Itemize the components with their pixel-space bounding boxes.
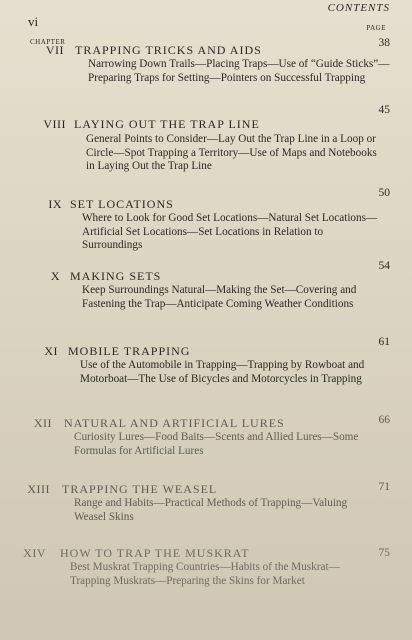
running-head: CONTENTS bbox=[327, 2, 390, 14]
chapter-description: Curiosity Lures—Food Baits—Scents and Allied Lures—Some Formulas for Artificial Lures bbox=[74, 431, 359, 457]
chapter-title: TRAPPING THE WEASEL bbox=[62, 482, 218, 496]
chapter-number: IX bbox=[48, 197, 62, 211]
chapter-title: LAYING OUT THE TRAP LINE bbox=[74, 117, 260, 131]
page-number: 71 bbox=[378, 481, 390, 493]
page-number: 66 bbox=[378, 414, 390, 426]
page-column-label: PAGE bbox=[366, 24, 386, 32]
chapter-description: Range and Habits—Practical Methods of Trapping—Valuing Weasel Skins bbox=[74, 497, 348, 523]
page-folio: vi bbox=[28, 14, 39, 29]
page-number: 38 bbox=[378, 37, 390, 49]
chapter-title: NATURAL AND ARTIFICIAL LURES bbox=[64, 416, 285, 430]
chapter-description: Use of the Automobile in Trapping—Trapping by Rowboat and Motorboat—The Use of Bicycles and Motorcycles in Trapping bbox=[80, 359, 365, 385]
page-number: 54 bbox=[378, 260, 390, 272]
chapter-description: General Points to Consider—Lay Out the Trap Line in a Loop or Circle—Spot Trapping a Territory—Use of Maps and Notebooks in Laying Out the Trap Line bbox=[86, 133, 377, 173]
page-number: 50 bbox=[378, 187, 390, 199]
chapter-description: Where to Look for Good Set Locations—Natural Set Locations—Artificial Set Locations—Set Locations in Relation to Surroundings bbox=[82, 212, 378, 252]
chapter-title: SET LOCATIONS bbox=[70, 197, 174, 211]
chapter-title: MAKING SETS bbox=[70, 269, 162, 283]
chapter-title: TRAPPING TRICKS AND AIDS bbox=[75, 43, 262, 57]
chapter-number: VII bbox=[45, 43, 64, 57]
chapter-number: VIII bbox=[43, 117, 66, 131]
chapter-number: XIV bbox=[23, 546, 46, 560]
chapter-title: HOW TO TRAP THE MUSKRAT bbox=[60, 546, 250, 560]
chapter-description: Narrowing Down Trails—Placing Traps—Use of “Guide Sticks”—Preparing Traps for Setting—Pointers on Successful Trapping bbox=[88, 58, 390, 84]
chapter-number: XIII bbox=[27, 482, 50, 496]
chapter-description: Best Muskrat Trapping Countries—Habits of the Muskrat—Trapping Muskrats—Preparing the Skins for Market bbox=[70, 561, 340, 587]
chapter-number: XI bbox=[44, 344, 58, 358]
chapter-number: X bbox=[50, 269, 60, 283]
page-number: 61 bbox=[378, 336, 390, 348]
page-number: 45 bbox=[378, 104, 390, 116]
chapter-column-label: CHAPTER bbox=[30, 38, 66, 46]
chapter-number: XII bbox=[33, 416, 52, 430]
page-number: 75 bbox=[378, 547, 390, 559]
chapter-title: MOBILE TRAPPING bbox=[68, 344, 191, 358]
chapter-description: Keep Surroundings Natural—Making the Set—Covering and Fastening the Trap—Anticipate Coming Weather Conditions bbox=[82, 284, 357, 310]
